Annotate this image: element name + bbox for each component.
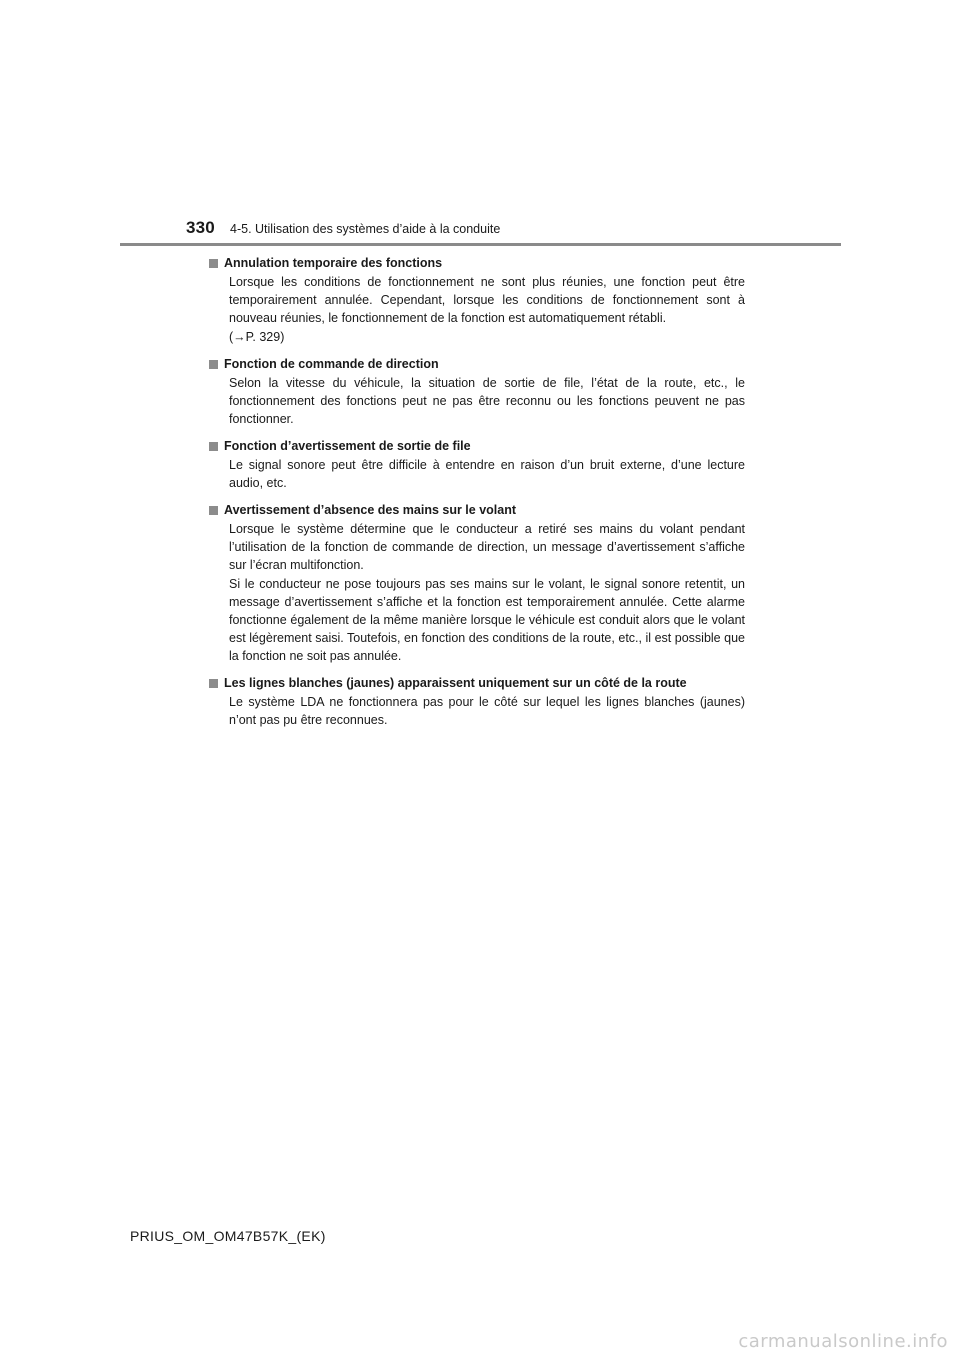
header-divider [120, 243, 841, 246]
paragraph: Lorsque les conditions de fonctionnement ne sont plus réunies, une fonction peut être temporairement annulée. Cependant, lorsque les conditions de fonctionnement sont à nouveau réunies, le fonctionnement de la fonction est automatiquement rétabli. [229, 275, 745, 325]
section-heading [209, 674, 745, 692]
paragraph: Lorsque le système détermine que le conducteur a retiré ses mains du volant pendant l’utilisation de la fonction de commande de direction, un message d’avertissement s’affiche sur l’écran multifonction. [229, 522, 745, 572]
section-heading [209, 254, 745, 272]
square-bullet-icon [209, 442, 218, 451]
square-bullet-icon [209, 259, 218, 268]
square-bullet-icon [209, 506, 218, 515]
section-hands-off-warning [209, 501, 745, 665]
document-code: PRIUS_OM_OM47B57K_(EK) [130, 1228, 326, 1244]
section-steering-control [209, 355, 745, 428]
section-title: 4-5. Utilisation des systèmes d’aide à la conduite [230, 222, 501, 236]
square-bullet-icon [209, 679, 218, 688]
paragraph: Si le conducteur ne pose toujours pas ses mains sur le volant, le signal sonore retentit, un message d’avertissement s’affiche et la fonction est temporairement annulée. Cette alarme fonctionne également de la même manière lorsque le véhicule est conduit alors que le volant est légèrement saisi. Toutefois, en fonction des conditions de la route, etc., il est possible que la fonction ne soit pas annulée. [229, 577, 745, 663]
section-lane-departure-warning [209, 437, 745, 492]
heading-text: Annulation temporaire des fonctions [224, 256, 443, 270]
paragraph: Le signal sonore peut être difficile à entendre en raison d’un bruit externe, d’une lecture audio, etc. [229, 458, 745, 490]
square-bullet-icon [209, 360, 218, 369]
page-content [209, 254, 745, 738]
heading-text: Fonction de commande de direction [224, 357, 439, 371]
heading-text: Les lignes blanches (jaunes) apparaissent uniquement sur un côté de la route [224, 676, 687, 690]
section-heading [209, 437, 745, 455]
section-heading [209, 355, 745, 373]
section-heading [209, 501, 745, 519]
paragraph: Selon la vitesse du véhicule, la situation de sortie de file, l’état de la route, etc., le fonctionnement des fonctions peut ne pas être reconnu ou les fonctions peuvent ne pas fonctionner. [229, 376, 745, 426]
page-number: 330 [186, 218, 215, 237]
section-temporary-cancellation [209, 254, 745, 346]
page-reference: (→P. 329) [229, 330, 285, 344]
paragraph: Le système LDA ne fonctionnera pas pour le côté sur lequel les lignes blanches (jaunes) n’ont pas pu être reconnues. [229, 695, 745, 727]
watermark: carmanualsonline.info [738, 1331, 948, 1352]
heading-text: Avertissement d’absence des mains sur le volant [224, 503, 517, 517]
heading-text: Fonction d’avertissement de sortie de file [224, 439, 471, 453]
section-lines-one-side [209, 674, 745, 729]
